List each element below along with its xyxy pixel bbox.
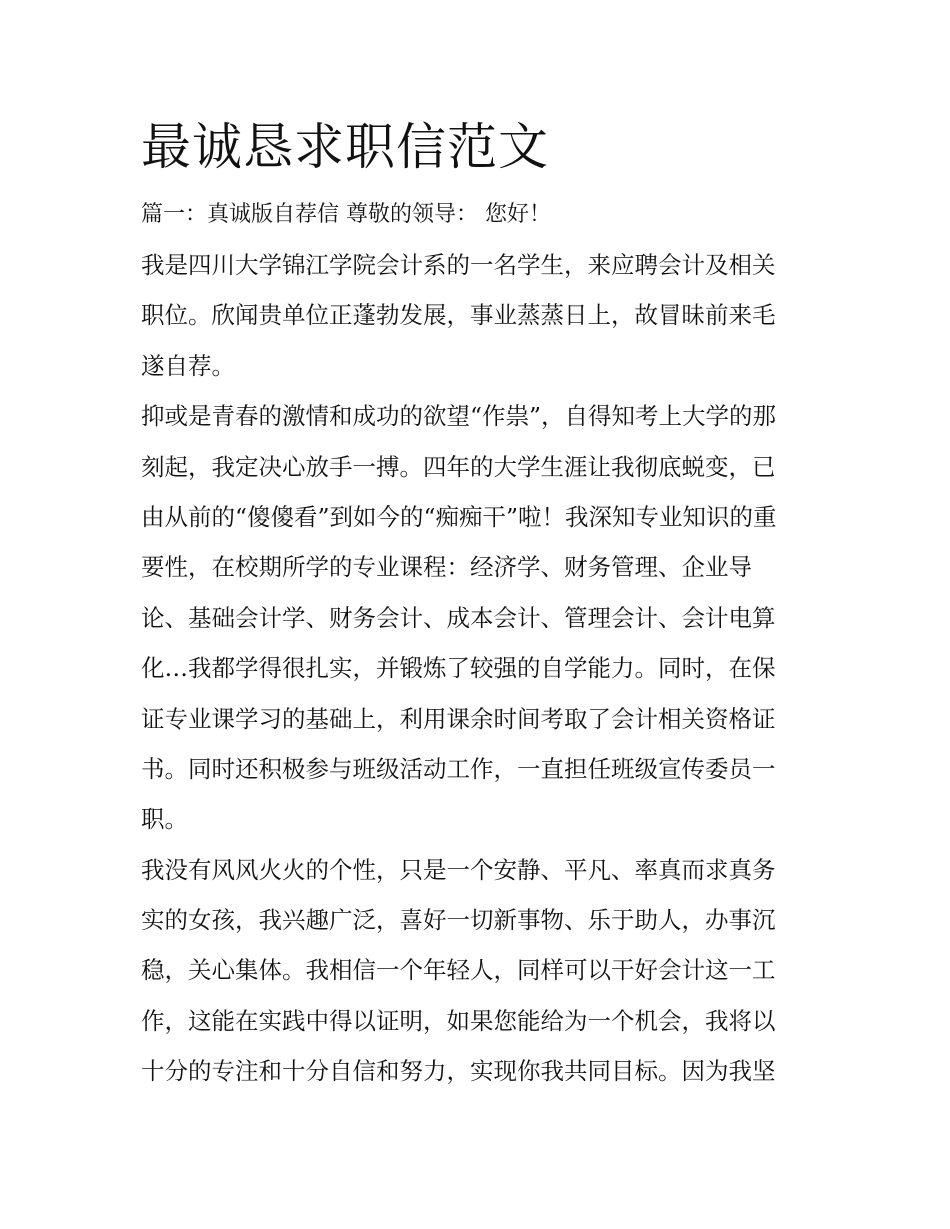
text-line: 我没有风风火火的个性，只是一个安静、平凡、率真而求真务 <box>141 855 776 884</box>
text-line: 要性，在校期所学的专业课程：经济学、财务管理、企业导 <box>141 553 752 582</box>
text-line: 化…我都学得很扎实，并锻炼了较强的自学能力。同时，在保 <box>141 654 776 683</box>
text-line: 作，这能在实践中得以证明，如果您能给为一个机会，我将以 <box>141 1006 776 1035</box>
document-title: 最诚恳求职信范文 <box>141 118 549 176</box>
text-line: 证专业课学习的基础上，利用课余时间考取了会计相关资格证 <box>141 704 776 733</box>
text-line: 实的女孩，我兴趣广泛，喜好一切新事物、乐于助人，办事沉 <box>141 906 776 935</box>
text-line: 职位。欣闻贵单位正蓬勃发展，事业蒸蒸日上，故冒昧前来毛 <box>141 301 776 330</box>
text-line: 我是四川大学锦江学院会计系的一名学生，来应聘会计及相关 <box>141 251 776 279</box>
text-line: 刻起，我定决心放手一搏。四年的大学生涯让我彻底蜕变，已 <box>141 452 776 481</box>
text-line: 十分的专注和十分自信和努力，实现你我共同目标。因为我坚 <box>141 1057 776 1086</box>
text-line: 遂自荐。 <box>141 351 235 380</box>
paragraph-2 <box>141 391 821 845</box>
text-line: 书。同时还积极参与班级活动工作，一直担任班级宣传委员一 <box>141 754 776 783</box>
paragraph-1 <box>141 240 821 391</box>
text-line: 抑或是青春的激情和成功的欲望“作祟”，自得知考上大学的那 <box>141 402 777 431</box>
text-line: 稳，关心集体。我相信一个年轻人，同样可以干好会计这一工 <box>141 956 776 985</box>
text-line: 职。 <box>141 805 188 834</box>
paragraph-3 <box>141 845 821 1097</box>
document-content <box>141 112 821 1097</box>
section-heading: 篇一：真诚版自荐信 尊敬的领导： 您好！ <box>141 202 551 227</box>
text-line: 论、基础会计学、财务会计、成本会计、管理会计、会计电算 <box>141 603 776 632</box>
text-line: 由从前的“傻傻看”到如今的“痴痴干”啦！我深知专业知识的重 <box>141 502 777 531</box>
